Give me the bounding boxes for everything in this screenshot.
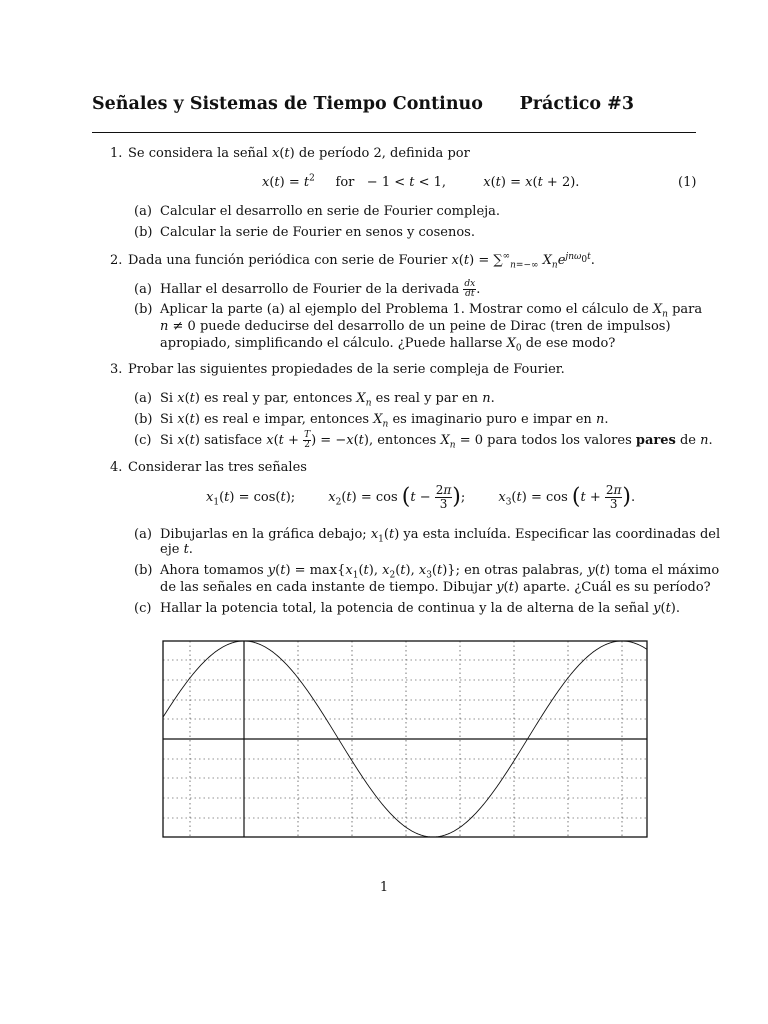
problem-3c-text: Si x(t) satisface x(t + $\frac{T}{2}$ ) = −x(t), entonces $X_n = 0$ para todos los valores pares de n.: [160, 430, 713, 451]
problem-4a-label: (a): [134, 527, 152, 542]
page-number: 1: [379, 880, 389, 895]
problem-1-intro: Se considera la señal x(t) de período 2, definida por: [128, 146, 470, 161]
equation-tag: (1): [678, 175, 697, 190]
problem-3a-label: (a): [134, 391, 152, 406]
problem-2-number: 2.: [110, 253, 123, 268]
problem-3b-text: Si x(t) es real e impar, entonces $X_n$ es imaginario puro e impar en n.: [160, 412, 609, 430]
problem-3c-label: (c): [134, 433, 152, 448]
problem-4-intro: Considerar las tres señales: [128, 460, 307, 475]
course-title: Señales y Sistemas de Tiempo Continuo: [92, 94, 483, 114]
problem-1b-text: Calcular la serie de Fourier en senos y cosenos.: [160, 225, 475, 240]
problem-1-equation: $x(t) = t^2$ for − 1 < t < 1, x(t) = x(t + 2).: [262, 173, 580, 190]
for-word: for: [335, 175, 355, 190]
problem-4c-label: (c): [134, 601, 152, 616]
problem-1a-label: (a): [134, 204, 152, 219]
problem-1a-text: Calcular el desarrollo en serie de Fourier compleja.: [160, 204, 501, 219]
problem-4a-line2: eje t.: [160, 542, 193, 557]
problem-1b-label: (b): [134, 225, 153, 240]
problem-3a-text: Si x(t) es real y par, entonces $X_n$ es real y par en n.: [160, 391, 495, 409]
problem-4b-line1: Ahora tomamos $y(t) = \max\{x_1(t)$, $x_2(t)$, $x_3(t)$}; en otras palabras, y(t) toma el máximo: [160, 563, 720, 581]
cosine-plot: [162, 640, 648, 838]
problem-2b-line2: n ≠ 0 puede deducirse del desarrollo de un peine de Dirac (tren de impulsos): [160, 319, 671, 334]
problem-2-intro: Dada una función periódica con serie de Fourier $x(t) = \sum^\infty_{n=-\infty}$ $X_ne^{jn\omega_0t}$.: [128, 251, 595, 271]
problem-4a-line1: Dibujarlas en la gráfica debajo; $x_1(t)$ ya esta incluída. Especificar las coordinadas del: [160, 527, 721, 545]
problem-3b-label: (b): [134, 412, 153, 427]
problem-4-number: 4.: [110, 460, 123, 475]
problem-2b-line3: apropiado, simplificando el cálculo. ¿Puede hallarse $X_0$ de ese modo?: [160, 336, 616, 354]
problem-2a-label: (a): [134, 282, 152, 297]
problem-4c-text: Hallar la potencia total, la potencia de continua y la de alterna de la señal y(t).: [160, 601, 681, 616]
problem-4-equations: $x_1(t) = \cos(t)$; $x_2(t) = \cos (t$ − $\frac{2\pi}{3}$ ); $x_3(t) = \cos (t$ + $\frac{2\pi}{3}$ ).: [206, 483, 636, 511]
problem-2b-line1: Aplicar la parte (a) al ejemplo del Problema 1. Mostrar como el cálculo de $X_n$ para: [160, 302, 703, 320]
problem-1-number: 1.: [110, 146, 123, 161]
problem-2a-text: Hallar el desarrollo de Fourier de la derivada $\frac{dx}{dt}$ .: [160, 279, 481, 299]
page-header: [92, 92, 696, 133]
practice-number: Práctico #3: [519, 94, 634, 114]
problem-3-number: 3.: [110, 362, 123, 377]
problem-3-intro: Probar las siguientes propiedades de la serie compleja de Fourier.: [128, 362, 565, 377]
problem-4b-label: (b): [134, 563, 153, 578]
problem-2b-label: (b): [134, 302, 153, 317]
problem-4b-line2: de las señales en cada instante de tiempo. Dibujar y(t) aparte. ¿Cuál es su período?: [160, 580, 711, 595]
